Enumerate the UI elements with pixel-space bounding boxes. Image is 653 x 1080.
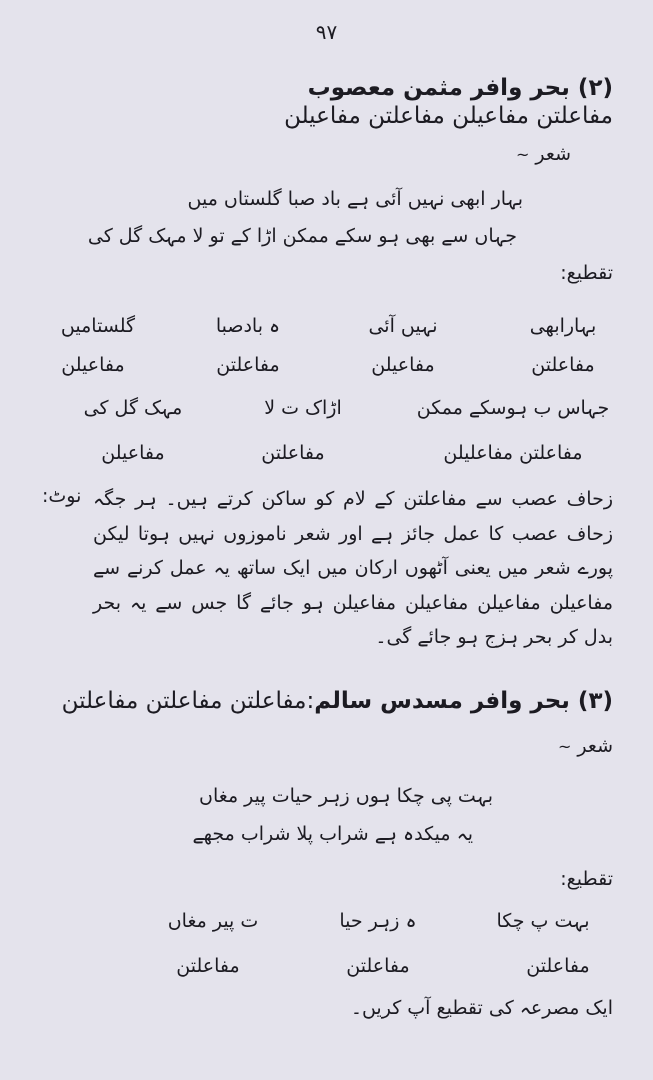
s3-r2-c3: مفاعلتن — [176, 955, 240, 977]
s2-r2-c3: مفاعلتن — [216, 354, 280, 376]
section3-meter: :مفاعلتن مفاعلتن مفاعلتن — [61, 688, 315, 714]
section2-taqti-label: تقطیع: — [560, 262, 613, 284]
s3-r1-c1: بہت پ چکا — [496, 910, 590, 932]
s2-r2-c1: مفاعلتن — [531, 354, 595, 376]
section2-title: بحر وافر مثمن معصوب — [307, 75, 570, 101]
note-paragraph: زحاف عصب سے مفاعلتن کے لام کو ساکن کرتے ہیں۔ ہر جگہ زحاف عصب کا عمل جائز ہے اور شعر ناموزوں نہیں ہوتا لیکن پورے شعر میں یعنی آٹھوں ارکان میں ایک ساتھ یہ عمل کرنے سے مفاعیلن مفاعیلن مفاعیلن مفاعیلن ہو جائے گا جس سے یہ بحر بدل کر بحر ہزج ہو جائے گی۔ — [93, 488, 613, 648]
section3-number: (۳) — [577, 688, 613, 714]
section3-closing: ایک مصرعہ کی تقطیع آپ کریں۔ — [350, 997, 613, 1019]
s2-r2-c2: مفاعیلن — [371, 354, 435, 376]
section2-verse-line1: بہار ابھی نہیں آئی ہے باد صبا گلستاں میں — [187, 188, 523, 210]
section2-sher-label: شعر ~ — [515, 143, 571, 165]
s3-r2-c2: مفاعلتن — [346, 955, 410, 977]
s2-r1-c2: نہیں آئی — [368, 315, 438, 337]
s2-r3-c2: اڑاک ت لا — [264, 397, 342, 419]
section2-number: (۲) — [577, 75, 613, 101]
page-number: ۹۷ — [315, 20, 338, 44]
section3-verse-line1: بہت پی چکا ہوں زہر حیات پیر مغاں — [199, 785, 493, 807]
s2-r2-c4: مفاعیلن — [61, 354, 125, 376]
note-label-text: نوٹ: — [42, 485, 82, 507]
s2-r1-c1: بہارابھی — [529, 315, 597, 337]
s3-r1-c2: ہ زہر حیا — [339, 910, 417, 932]
section2-meter: مفاعلتن مفاعیلن مفاعلتن مفاعیلن — [284, 103, 613, 129]
section2-verse-line2: جہاں سے بھی ہو سکے ممکن اڑا کے تو لا مہک گل کی — [87, 225, 517, 247]
s2-r4-c3: مفاعیلن — [101, 442, 165, 464]
section3-taqti-label: تقطیع: — [560, 868, 613, 890]
s3-r2-c1: مفاعلتن — [526, 955, 590, 977]
section3-heading — [62, 688, 613, 714]
s2-r3-c3: مہک گل کی — [83, 397, 183, 419]
s2-r3-c1: جہاس ب ہوسکے ممکن — [416, 397, 610, 419]
s2-r4-c1: مفاعلتن مفاعلیلن — [443, 442, 583, 464]
section2-heading — [308, 75, 613, 101]
section3-title: بحر وافر مسدس سالم — [314, 688, 570, 714]
s2-r1-c3: ہ بادصبا — [215, 315, 281, 337]
section3-verse-line2: یہ میکدہ ہے شراب پلا شراب مجھے — [192, 823, 473, 845]
section3-sher-label: شعر ~ — [557, 735, 613, 757]
s2-r4-c2: مفاعلتن — [261, 442, 325, 464]
s3-r1-c3: ت پیر مغاں — [167, 910, 259, 932]
s2-r1-c4: گلستامیں — [60, 315, 136, 337]
